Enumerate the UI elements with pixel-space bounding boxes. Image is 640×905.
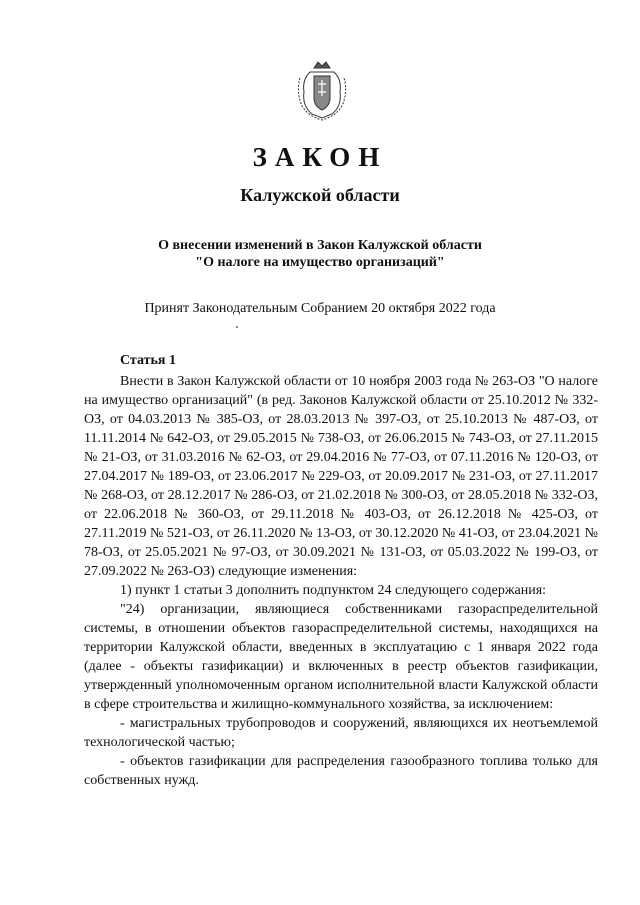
law-subject-line-1: О внесении изменений в Закон Калужской области [158, 238, 482, 253]
amendment-item-1: 1) пункт 1 статьи 3 дополнить подпунктом 24 следующего содержания: [120, 583, 547, 598]
quoted-subparagraph-24: "24) организации, являющиеся собственниками газораспределительной системы, в отношении объектов газораспределительной системы, находящихся на территории Калужской области, введенных в эксплуатацию с 1 января 2022 года (далее - объекты газификации) и включенных в реестр объектов газификации, утвержденный уполномоченным органом исполнительной власти Калужской области в сфере строительства и жилищно-коммунального хозяйства, за исключением: [84, 602, 598, 712]
coat-of-arms-emblem [292, 58, 352, 122]
article-heading: Статья 1 [120, 353, 176, 368]
document-title: ЗАКОН [252, 142, 388, 172]
exception-item-2: - объектов газификации для распределения газообразного топлива только для собственных нужд. [84, 754, 598, 788]
article-body [84, 372, 598, 790]
adoption-note: Принят Законодательным Собранием 20 октября 2022 года [144, 301, 496, 316]
region-name: Калужской области [240, 185, 400, 205]
law-subject-line-2: "О налоге на имущество организаций" [195, 255, 445, 270]
scan-speck [236, 326, 238, 328]
article-intro-paragraph: Внести в Закон Калужской области от 10 ноября 2003 года № 263-ОЗ "О налоге на имущество организаций" (в ред. Законов Калужской области от 25.10.2012 № 332-ОЗ, от 04.03.2013 № 385-ОЗ, от 28.03.2013 № 397-ОЗ, от 25.10.2013 № 487-ОЗ, от 11.11.2014 № 642-ОЗ, от 29.05.2015 № 738-ОЗ, от 26.06.2015 № 743-ОЗ, от 27.11.2015 № 21-ОЗ, от 31.03.2016 № 62-ОЗ, от 29.04.2016 № 77-ОЗ, от 07.11.2016 № 120-ОЗ, от 27.04.2017 № 189-ОЗ, от 23.06.2017 № 229-ОЗ, от 20.09.2017 № 231-ОЗ, от 27.11.2017 № 268-ОЗ, от 28.12.2017 № 286-ОЗ, от 21.02.2018 № 300-ОЗ, от 28.05.2018 № 332-ОЗ, от 22.06.2018 № 360-ОЗ, от 29.11.2018 № 403-ОЗ, от 26.12.2018 № 425-ОЗ, от 27.11.2019 № 521-ОЗ, от 26.11.2020 № 13-ОЗ, от 30.12.2020 № 41-ОЗ, от 23.04.2021 № 78-ОЗ, от 25.05.2021 № 97-ОЗ, от 30.09.2021 № 131-ОЗ, от 05.03.2022 № 199-ОЗ, от 27.09.2022 № 263-ОЗ) следующие изменения: [84, 374, 598, 579]
exception-item-1: - магистральных трубопроводов и сооружений, являющихся их неотъемлемой технологической частью; [84, 716, 598, 750]
law-subject [0, 237, 640, 271]
